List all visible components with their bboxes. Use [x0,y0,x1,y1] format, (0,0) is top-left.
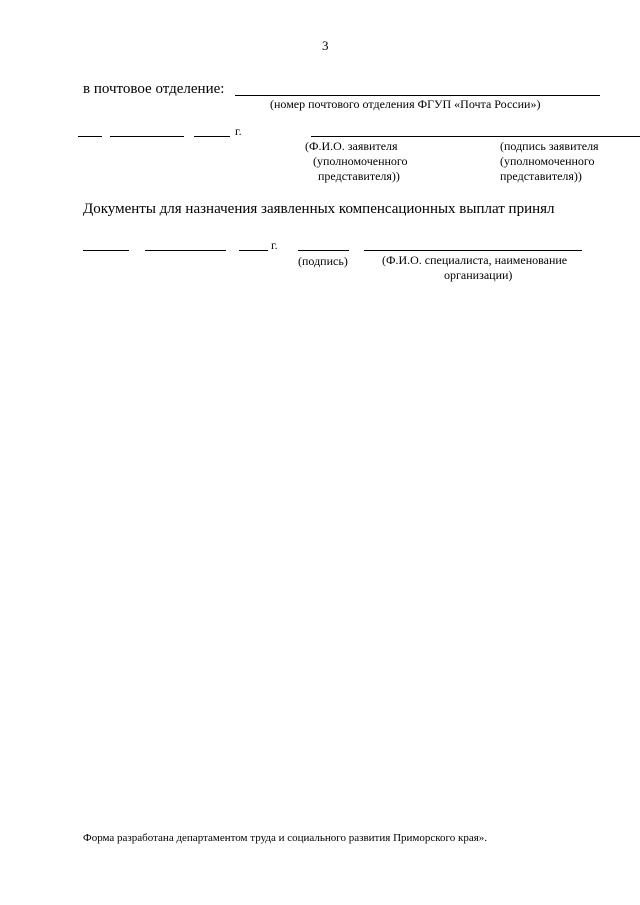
year-blank [194,136,230,137]
postal-office-caption: (номер почтового отделения ФГУП «Почта России») [270,97,541,111]
applicant-signature-line [311,136,640,137]
accept-year-suffix: г. [271,238,278,252]
acceptance-heading: Документы для назначения заявленных компенсационных выплат принял [83,201,555,217]
day-blank [78,136,102,137]
month-blank [110,136,184,137]
accept-fio-caption-1: (Ф.И.О. специалиста, наименование [382,253,568,267]
accept-sign-caption: (подпись) [298,254,348,268]
applicant-sign-caption-2: (уполномоченного [500,154,595,168]
accept-year-blank [239,250,268,251]
year-suffix: г. [235,124,242,138]
accept-day-blank [83,250,129,251]
applicant-sign-caption-3: представителя)) [500,169,582,183]
applicant-fio-caption-3: представителя)) [318,169,400,183]
applicant-fio-caption-2: (уполномоченного [313,154,408,168]
applicant-sign-caption-1: (подпись заявителя [500,139,599,153]
accept-fio-caption-2: организации) [444,268,513,282]
postal-office-label: в почтовое отделение: [83,81,225,97]
page-number: 3 [322,38,329,53]
postal-office-line [235,95,600,96]
applicant-fio-caption-1: (Ф.И.О. заявителя [305,139,398,153]
accept-signature-line [298,250,349,251]
form-footer-note: Форма разработана департаментом труда и социального развития Приморского края». [83,832,488,844]
accept-fio-line [364,250,582,251]
accept-month-blank [145,250,226,251]
